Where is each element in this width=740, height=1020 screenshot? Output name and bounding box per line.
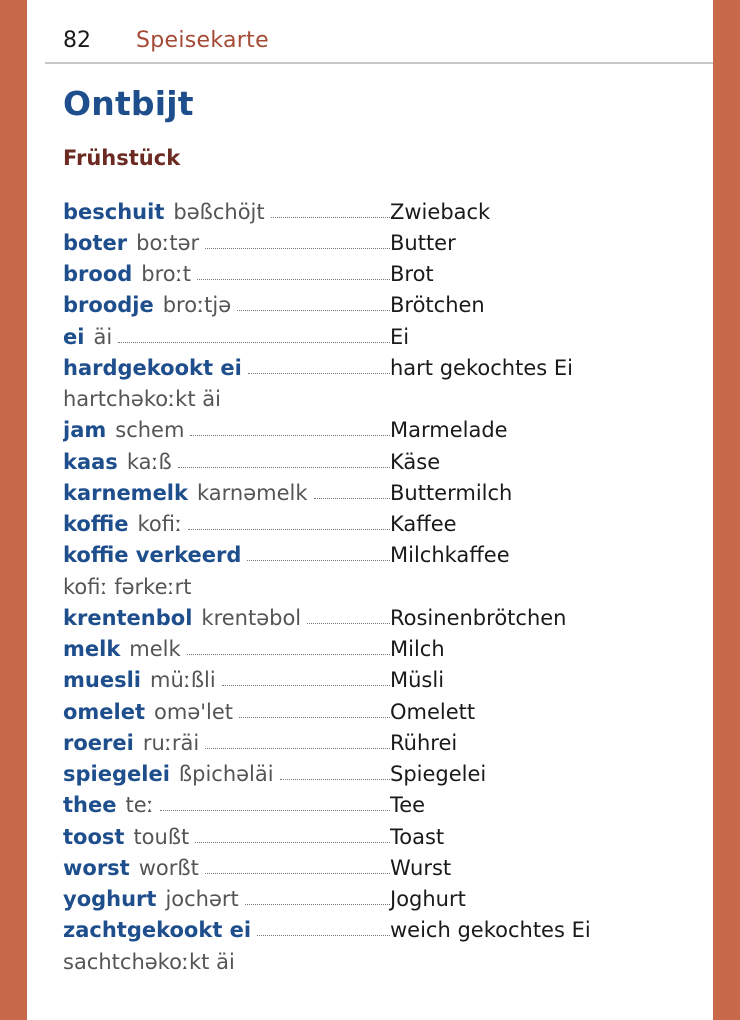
list-item [63,946,703,977]
dutch-term: koffie [63,512,129,537]
dotted-leader [314,498,390,499]
dotted-leader [205,248,390,249]
dutch-term: zachtgekookt ei [63,918,252,943]
dotted-leader [307,623,390,624]
pronunciation: müːßli [149,668,216,693]
pronunciation: kaːß [126,449,172,474]
page-number: 82 [63,28,91,53]
list-item [63,290,703,321]
list-item [63,915,703,946]
pronunciation: omə'let [154,699,234,724]
pronunciation: toußt [133,824,190,849]
german-translation: Milch [390,637,445,662]
dutch-term: thee [63,793,117,818]
dutch-term: toost [63,824,125,849]
dotted-leader [205,873,390,874]
dotted-leader [178,467,390,468]
dotted-leader [248,373,390,374]
dotted-leader [205,748,390,749]
dotted-leader [257,935,390,936]
german-translation: Käse [390,449,441,474]
header-divider [45,62,713,64]
dotted-leader [280,779,390,780]
list-item [63,821,703,852]
german-translation: Brot [390,262,434,287]
dotted-leader [271,217,390,218]
pronunciation: worßt [138,855,199,880]
dotted-leader [245,904,390,905]
pronunciation: melk [129,637,181,662]
german-translation: Brötchen [390,293,485,318]
dutch-term: krentenbol [63,605,193,630]
dutch-term: kaas [63,449,118,474]
dotted-leader [197,279,390,280]
list-item [63,852,703,883]
german-translation: Toast [390,824,445,849]
list-item [63,321,703,352]
dutch-term: roerei [63,730,134,755]
list-item [63,352,703,383]
pronunciation-continued: kofiː fərkeːrt [63,574,192,599]
german-translation: Rosinenbrötchen [390,605,567,630]
pronunciation: schem [115,418,185,443]
dutch-term: jam [63,418,107,443]
german-translation: Marmelade [390,418,508,443]
list-item [63,602,703,633]
list-item [63,196,703,227]
pronunciation: karnəmelk [196,480,308,505]
list-item [63,665,703,696]
dutch-term: beschuit [63,199,165,224]
list-item [63,259,703,290]
pronunciation-continued: sachtchəkoːkt äi [63,949,235,974]
pronunciation: krentəbol [201,605,302,630]
dotted-leader [188,529,390,530]
list-item [63,509,703,540]
german-translation: Omelett [390,699,476,724]
dotted-leader [195,842,390,843]
dutch-term: yoghurt [63,887,157,912]
vocabulary-list [63,196,703,977]
pronunciation: boːtər [136,230,200,255]
list-item [63,634,703,665]
dutch-term: broodje [63,293,154,318]
german-translation: Joghurt [390,887,466,912]
german-translation: Kaffee [390,512,457,537]
list-item [63,415,703,446]
dutch-term: muesli [63,668,141,693]
pronunciation: kofiː [137,512,183,537]
list-item [63,790,703,821]
german-translation: Butter [390,230,456,255]
section-name: Speisekarte [136,28,269,53]
dutch-term: koffie verkeerd [63,543,242,568]
list-item [63,571,703,602]
dutch-term: melk [63,637,121,662]
list-item [63,759,703,790]
german-translation: Milchkaffee [390,543,510,568]
list-item [63,227,703,258]
dutch-term: hardgekookt ei [63,355,242,380]
dutch-term: ei [63,324,85,349]
list-item [63,696,703,727]
list-item [63,446,703,477]
page-title: Ontbijt [63,84,194,123]
german-translation: Zwieback [390,199,491,224]
dutch-term: karnemelk [63,480,188,505]
german-translation: Müsli [390,668,445,693]
list-item [63,384,703,415]
page-subtitle: Frühstück [63,146,181,170]
dutch-term: worst [63,855,130,880]
german-translation: Tee [390,793,426,818]
pronunciation-continued: hartchəkoːkt äi [63,387,221,412]
list-item [63,884,703,915]
dotted-leader [222,685,390,686]
pronunciation: ruːräi [142,730,200,755]
pronunciation: broːt [141,262,191,287]
dutch-term: omelet [63,699,146,724]
german-translation: Ei [390,324,410,349]
dotted-leader [187,654,390,655]
list-item [63,727,703,758]
german-translation: Buttermilch [390,480,513,505]
dotted-leader [239,717,390,718]
dutch-term: spiegelei [63,762,170,787]
pronunciation: ßpichəläi [178,762,274,787]
pronunciation: jochərt [165,887,239,912]
pronunciation: bəßchöjt [173,199,265,224]
pronunciation: äi [93,324,113,349]
dotted-leader [247,560,390,561]
dotted-leader [190,435,390,436]
pronunciation: broːtjə [162,293,232,318]
german-translation: hart gekochtes Ei [390,355,573,380]
list-item [63,477,703,508]
dotted-leader [118,342,390,343]
pronunciation: teː [125,793,154,818]
german-translation: weich gekochtes Ei [390,918,591,943]
dotted-leader [237,310,390,311]
list-item [63,540,703,571]
german-translation: Spiegelei [390,762,487,787]
dictionary-page [27,0,713,1020]
german-translation: Wurst [390,855,452,880]
page-header [63,28,269,58]
german-translation: Rührei [390,730,458,755]
dutch-term: brood [63,262,133,287]
dutch-term: boter [63,230,128,255]
dotted-leader [160,810,390,811]
